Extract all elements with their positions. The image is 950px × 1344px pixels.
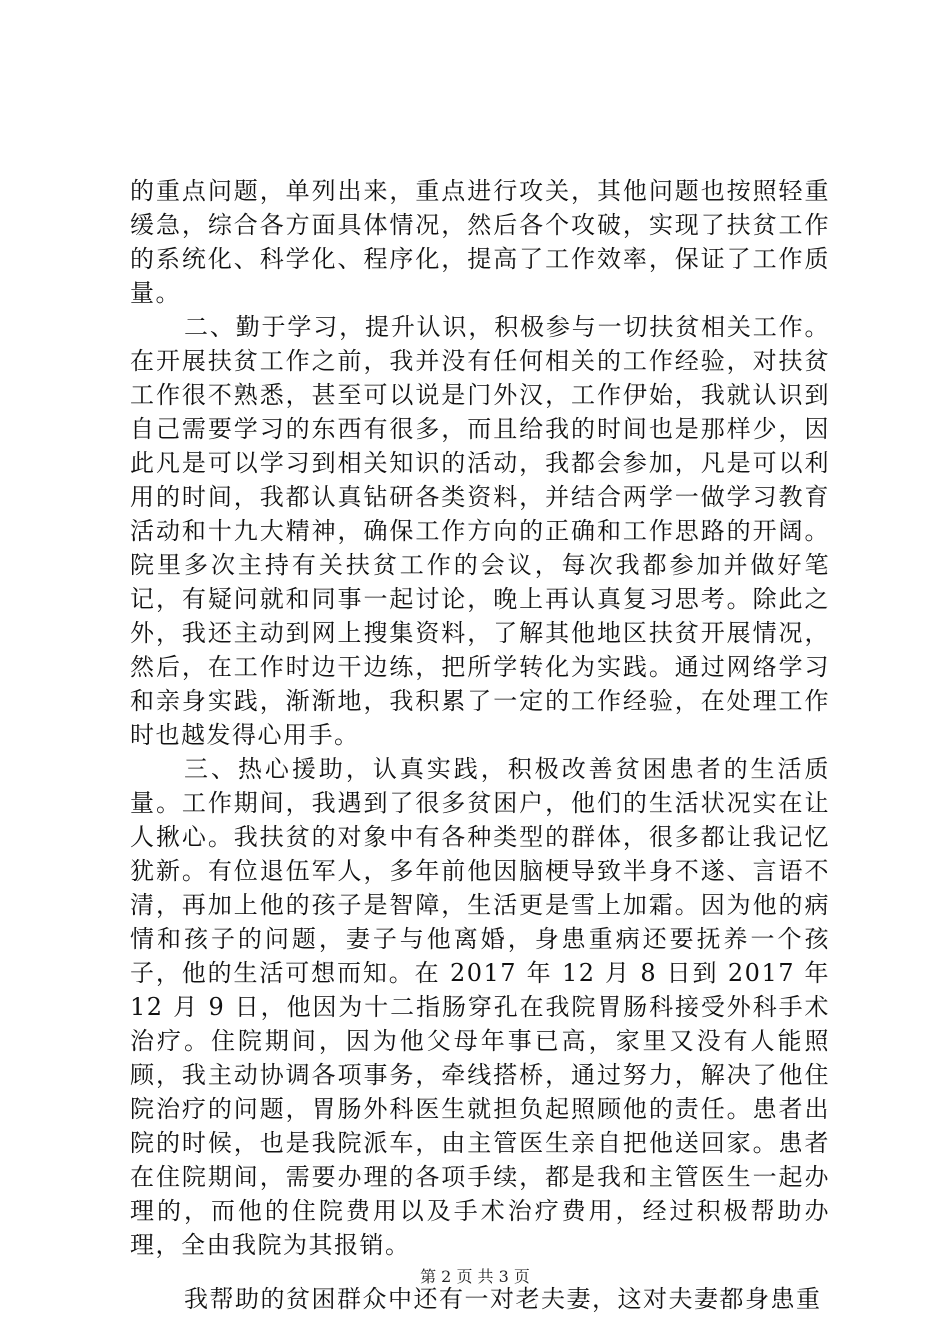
paragraph-section-two: 二、勤于学习，提升认识，积极参与一切扶贫相关工作。在开展扶贫工作之前，我并没有任何相关的工作经验，对扶贫工作很不熟悉，甚至可以说是门外汉，工作伊始，我就认识到自己需要学习的东西有很多，而且给我的时间也是那样少，因此凡是可以学习到相关知识的活动，我都会参加，凡是可以利用的时间，我都认真钻研各类资料，并结合两学一做学习教育活动和十九大精神，确保工作方向的正确和工作思路的开阔。院里多次主持有关扶贫工作的会议，每次我都参加并做好笔记，有疑问就和同事一起讨论，晚上再认真复习思考。除此之外，我还主动到网上搜集资料，了解其他地区扶贫开展情况，然后，在工作时边干边练，把所学转化为实践。通过网络学习和亲身实践，渐渐地，我积累了一定的工作经验，在处理工作时也越发得心用手。 xyxy=(130,313,830,749)
paragraph-elderly-couple: 我帮助的贫困群众中还有一对老夫妻，这对夫妻都身患重 xyxy=(184,1285,822,1313)
document-body xyxy=(130,174,830,1316)
paragraph-continuation: 的重点问题，单列出来，重点进行攻关，其他问题也按照轻重缓急，综合各方面具体情况，然后各个攻破，实现了扶贫工作的系统化、科学化、程序化，提高了工作效率，保证了工作质量。 xyxy=(130,177,830,307)
page-number-footer: 第 2 页 共 3 页 xyxy=(420,1267,530,1286)
paragraph-section-three: 三、热心援助，认真实践，积极改善贫困患者的生活质量。工作期间，我遇到了很多贫困户，他们的生活状况实在让人揪心。我扶贫的对象中有各种类型的群体，很多都让我记忆犹新。有位退伍军人，多年前他因脑梗导致半身不遂、言语不清，再加上他的孩子是智障，生活更是雪上加霜。因为他的病情和孩子的问题，妻子与他离婚，身患重病还要抚养一个孩子，他的生活可想而知。在 2017 年 12 月 8 日到 2017 年 12 月 9 日，他因为十二指肠穿孔在我院胃肠科接受外科手术治疗。住院期间，因为他父母年事已高，家里又没有人能照顾，我主动协调各项事务，牵线搭桥，通过努力，解决了他住院治疗的问题，胃肠外科医生就担负起照顾他的责任。患者出院的时候，也是我院派车，由主管医生亲自把他送回家。患者在住院期间，需要办理的各项手续，都是我和主管医生一起办理的，而他的住院费用以及手术治疗费用，经过积极帮助办理，全由我院为其报销。 xyxy=(130,755,830,1259)
